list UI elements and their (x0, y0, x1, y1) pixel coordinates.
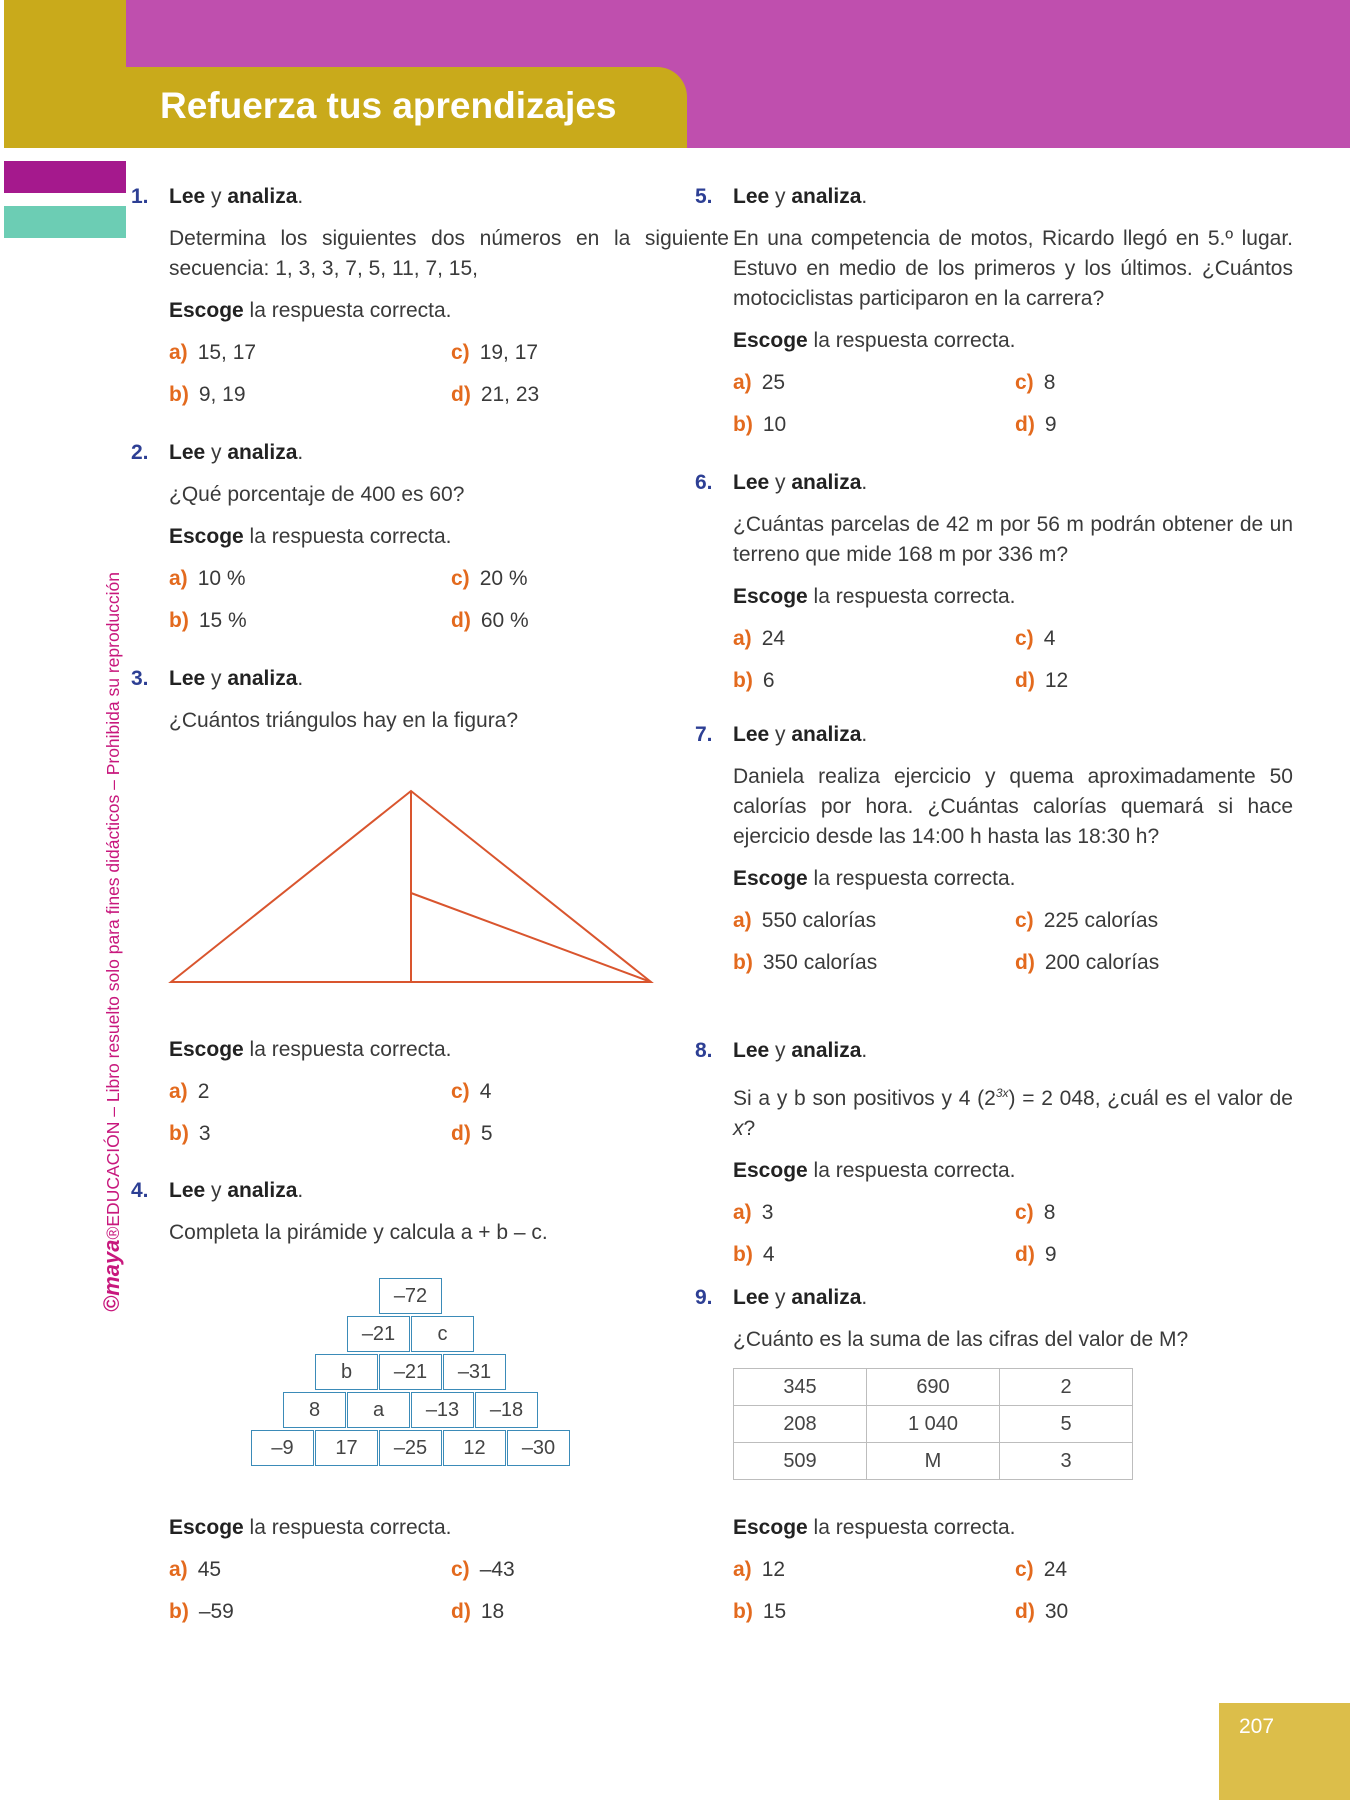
question-3-answers (169, 1035, 729, 1149)
choose-instruction: Escoge la respuesta correcta. (733, 1159, 1016, 1182)
option-b[interactable]: b) 15 (733, 1600, 787, 1623)
option-c[interactable]: c) 24 (1015, 1558, 1068, 1581)
question-text: ¿Qué porcentaje de 400 es 60? (169, 483, 465, 506)
option-b[interactable]: b) 15 % (169, 609, 247, 632)
instruction: Lee y analiza. (733, 1039, 868, 1062)
question-number: 7. (695, 723, 713, 746)
header-corner (4, 0, 126, 148)
choose-instruction: Escoge la respuesta correcta. (733, 585, 1016, 608)
option-c[interactable]: c) 4 (1015, 627, 1056, 650)
pyramid-cell: –30 (507, 1430, 570, 1466)
instruction: Lee y analiza. (169, 441, 304, 464)
question-text: En una competencia de motos, Ricardo llegó en 5.º lugar. Estuvo en medio de los primeros y los últimos. ¿Cuántos motociclistas participaron en la carrera? (733, 227, 1293, 310)
instruction: Lee y analiza. (169, 667, 304, 690)
instruction: Lee y analiza. (169, 1179, 304, 1202)
pyramid-cell: 17 (315, 1430, 378, 1466)
table-row (734, 1443, 1133, 1480)
option-b[interactable]: b) 9, 19 (169, 383, 246, 406)
table-cell: M (867, 1443, 1000, 1480)
question-text: ¿Cuántas parcelas de 42 m por 56 m podrán obtener de un terreno que mide 168 m por 336 m? (733, 513, 1293, 566)
pyramid-cell: –9 (251, 1430, 314, 1466)
option-a[interactable]: a) 15, 17 (169, 341, 257, 364)
question-8 (695, 1036, 1293, 1270)
option-c[interactable]: c) 19, 17 (451, 341, 539, 364)
answer-options (169, 564, 729, 636)
answer-options (169, 1077, 729, 1149)
table-row (734, 1369, 1133, 1406)
question-number: 8. (695, 1039, 713, 1062)
option-c[interactable]: c) 4 (451, 1080, 492, 1103)
question-number: 6. (695, 471, 713, 494)
option-c[interactable]: c) –43 (451, 1558, 515, 1581)
question-4-answers (169, 1513, 729, 1627)
page-number: 207 (1239, 1715, 1275, 1738)
question-5 (695, 182, 1293, 440)
question-text: Si a y b son positivos y 4 $(2^{3x}) = 2$ 048, ¿cuál es el valor de x? (733, 1086, 1293, 1140)
choose-instruction: Escoge la respuesta correcta. (733, 329, 1016, 352)
option-d[interactable]: d) 9 (1015, 1243, 1057, 1266)
pyramid-cell: –72 (379, 1278, 442, 1314)
question-number: 3. (131, 667, 149, 690)
question-number: 4. (131, 1179, 149, 1202)
question-number: 5. (695, 185, 713, 208)
choose-instruction: Escoge la respuesta correcta. (169, 1516, 452, 1539)
decor-bar-teal (4, 206, 126, 238)
option-d[interactable]: d) 5 (451, 1122, 493, 1145)
choose-instruction: Escoge la respuesta correcta. (169, 299, 452, 322)
pyramid-cell: –21 (379, 1354, 442, 1390)
question-2 (131, 438, 729, 636)
option-c[interactable]: c) 225 calorías (1015, 909, 1159, 932)
pyramid-cell: a (347, 1392, 410, 1428)
option-a[interactable]: a) 12 (733, 1558, 786, 1581)
choose-instruction: Escoge la respuesta correcta. (169, 1038, 452, 1061)
question-9 (695, 1283, 1293, 1355)
instruction: Lee y analiza. (169, 185, 304, 208)
pyramid-cell: 12 (443, 1430, 506, 1466)
option-a[interactable]: a) 3 (733, 1201, 774, 1224)
table-cell: 3 (1000, 1443, 1133, 1480)
title-tab (126, 67, 687, 148)
decor-bar-magenta (4, 161, 126, 193)
option-b[interactable]: b) 10 (733, 413, 787, 436)
question-number: 9. (695, 1286, 713, 1309)
table-cell: 345 (734, 1369, 867, 1406)
table-cell: 1 040 (867, 1406, 1000, 1443)
option-d[interactable]: d) 18 (451, 1600, 505, 1623)
answer-options (733, 368, 1293, 440)
instruction: Lee y analiza. (733, 723, 868, 746)
option-a[interactable]: a) 24 (733, 627, 786, 650)
option-d[interactable]: d) 9 (1015, 413, 1057, 436)
choose-instruction: Escoge la respuesta correcta. (733, 1516, 1016, 1539)
option-a[interactable]: a) 45 (169, 1558, 222, 1581)
option-a[interactable]: a) 550 calorías (733, 909, 877, 932)
table-row (734, 1406, 1133, 1443)
question-text: Completa la pirámide y calcula a + b – c. (169, 1221, 548, 1244)
table-cell: 690 (867, 1369, 1000, 1406)
pyramid-cell: –13 (411, 1392, 474, 1428)
question-text: Determina los siguientes dos números en la siguiente secuencia: 1, 3, 3, 7, 5, 11, 7, 15, (169, 227, 729, 280)
question-4 (131, 1176, 729, 1248)
option-c[interactable]: c) 8 (1015, 371, 1056, 394)
option-d[interactable]: d) 200 calorías (1015, 951, 1160, 974)
pyramid-cell: –18 (475, 1392, 538, 1428)
table-cell: 208 (734, 1406, 867, 1443)
pyramid-cell: –21 (347, 1316, 410, 1352)
pyramid-cell: –31 (443, 1354, 506, 1390)
values-table (733, 1368, 1133, 1480)
option-b[interactable]: b) 350 calorías (733, 951, 878, 974)
table-cell: 5 (1000, 1406, 1133, 1443)
question-3 (131, 664, 729, 736)
answer-options (169, 1555, 729, 1627)
instruction: Lee y analiza. (733, 185, 868, 208)
question-6 (695, 468, 1293, 696)
table-cell: 2 (1000, 1369, 1133, 1406)
table-cell: 509 (734, 1443, 867, 1480)
option-d[interactable]: d) 30 (1015, 1600, 1069, 1623)
option-c[interactable]: c) 20 % (451, 567, 528, 590)
pyramid-cell: 8 (283, 1392, 346, 1428)
publisher-logo: ©maya (99, 1239, 124, 1312)
copyright-text: ®EDUCACIÓN – Libro resuelto solo para fines didácticos – Prohibida su reproducción (103, 571, 123, 1240)
question-9-answers (733, 1513, 1293, 1627)
page-number-box (1219, 1703, 1350, 1800)
question-number: 2. (131, 441, 149, 464)
answer-options (733, 906, 1293, 978)
answer-options (169, 338, 729, 410)
diagonal-line (411, 893, 651, 982)
option-b[interactable]: b) –59 (169, 1600, 234, 1623)
option-b[interactable]: b) 3 (169, 1122, 211, 1145)
option-d[interactable]: d) 12 (1015, 669, 1069, 692)
question-7 (695, 720, 1293, 978)
page-title: Refuerza tus aprendizajes (160, 85, 617, 126)
pyramid-cell: c (411, 1316, 474, 1352)
question-text: ¿Cuánto es la suma de las cifras del valor de M? (733, 1328, 1189, 1351)
choose-instruction: Escoge la respuesta correcta. (169, 525, 452, 548)
option-b[interactable]: b) 4 (733, 1243, 775, 1266)
option-d[interactable]: d) 21, 23 (451, 383, 540, 406)
copyright-note (99, 572, 125, 1312)
pyramid-cell: –25 (379, 1430, 442, 1466)
triangle-figure (166, 785, 656, 985)
option-a[interactable]: a) 10 % (169, 567, 246, 590)
option-a[interactable]: a) 25 (733, 371, 786, 394)
choose-instruction: Escoge la respuesta correcta. (733, 867, 1016, 890)
option-b[interactable]: b) 6 (733, 669, 775, 692)
pyramid-cell: b (315, 1354, 378, 1390)
question-number: 1. (131, 185, 149, 208)
question-1 (131, 182, 729, 410)
option-d[interactable]: d) 60 % (451, 609, 529, 632)
answer-options (733, 1198, 1293, 1270)
instruction: Lee y analiza. (733, 1286, 868, 1309)
instruction: Lee y analiza. (733, 471, 868, 494)
question-text: Daniela realiza ejercicio y quema aproximadamente 50 calorías por hora. ¿Cuántas calorías quemará si hace ejercicio desde las 14:00 h hasta las 18:30 h? (733, 765, 1293, 848)
question-text: ¿Cuántos triángulos hay en la figura? (169, 709, 519, 732)
answer-options (733, 1555, 1293, 1627)
answer-options (733, 624, 1293, 696)
option-a[interactable]: a) 2 (169, 1080, 210, 1103)
option-c[interactable]: c) 8 (1015, 1201, 1056, 1224)
